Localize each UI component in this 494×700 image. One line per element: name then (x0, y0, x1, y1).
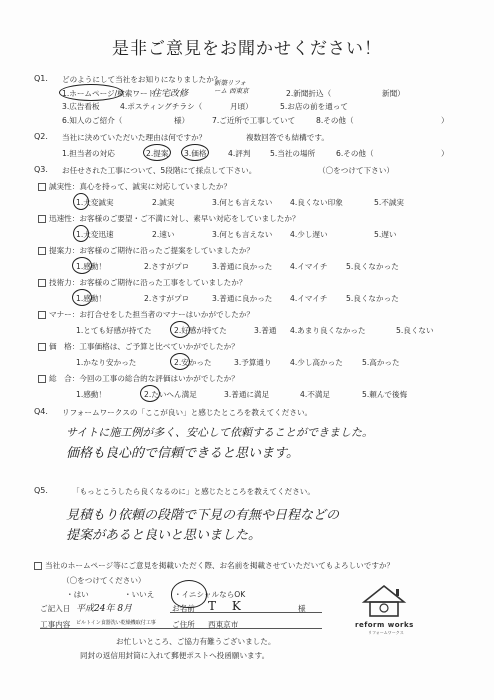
q3-speed-circle (73, 225, 89, 242)
footer-address-underline (40, 628, 322, 629)
q3-number: Q3. (34, 165, 48, 174)
q3-item-speed-label: 迅速性：お客様のご要望・ご不満に対し、素早い対応をしていましたか？ (49, 214, 300, 223)
q3-price-opt-1: 1.かなり安かった (76, 358, 137, 367)
q3-speed-opt-1: 1.大変迅速 (76, 230, 114, 239)
q3-skill-opt-5: 5.良くなかった (346, 294, 399, 303)
q1-option-8-end: ） (441, 116, 449, 125)
q1-number: Q1. (34, 74, 48, 83)
q3-item-proposal-label: 提案力：お客様のご期待に沿ったご提案をしていましたか？ (49, 246, 255, 255)
reform-works-logo (356, 582, 412, 622)
page-title: 是非ご意見をお聞かせください！ (112, 39, 382, 59)
q3-integrity-circle (73, 193, 89, 210)
q3-item-overall-label: 総 合：今回の工事の総合的な評価はいかがでしたか？ (49, 374, 239, 383)
consent-question-text: 当社のホームページ等にご意見を掲載いただく際、お名前を掲載させていただいてもよろしいですか？ (45, 561, 395, 570)
q3-item-price (38, 341, 239, 352)
q3-manners-opt-5: 5.良くない (396, 326, 434, 335)
q3-overall-opt-2: 2.たいへん満足 (144, 390, 197, 399)
q3-item-price-label: 価 格：工事価格は、ご予算と比べていかがでしたか？ (49, 342, 239, 351)
q3-item-skill-label: 技術力：お客様のご期待に沿った工事をしていましたか？ (49, 278, 247, 287)
q5-number: Q5. (34, 486, 48, 495)
q2-option-2: 2.提案 (146, 149, 169, 158)
q4-question: リフォームワークスの「ここが良い」と感じたところを教えてください。 (62, 408, 313, 417)
q3-integrity-opt-2: 2.誠実 (152, 198, 175, 207)
q3-proposal-opt-3: 3.普通に良かった (212, 262, 273, 271)
q3-item-skill (38, 277, 246, 288)
q3-proposal-opt-1: 1.感動！ (76, 262, 107, 271)
q1-option-1-handwriting: 住宅改修 (152, 89, 189, 99)
q2-option-3-circle (181, 144, 209, 161)
consent-note: （〇をつけてください） (62, 576, 146, 585)
q3-price-opt-5: 5.高かった (362, 358, 400, 367)
footer-address-value: 西東京市 (208, 620, 239, 629)
q1-option-4: 4.ポスティングチラシ（ (120, 102, 203, 111)
house-logo-icon (356, 582, 412, 622)
q3-item-speed (38, 213, 300, 224)
q5-answer-line-2: 提案があると良いと思いました。 (66, 528, 262, 543)
q1-option-1: 1.ホームページ/検索ワード (62, 89, 156, 98)
q3-item-integrity-label: 誠実性：真心を持って、誠実に対応していましたか？ (49, 182, 232, 191)
q3-integrity-opt-5: 5.不誠実 (374, 198, 405, 207)
q3-item-manners (38, 309, 254, 320)
q3-manners-opt-1: 1.とても好感が持てた (76, 326, 152, 335)
q2-option-2-circle (143, 144, 171, 161)
q3-speed-opt-3: 3.何とも言えない (212, 230, 273, 239)
q3-skill-opt-2: 2.さすがプロ (144, 294, 190, 303)
q1-option-8: 8.その他（ (316, 116, 354, 125)
q3-overall-opt-5: 5.頼んで後悔 (362, 390, 408, 399)
q3-manners-opt-2: 2.好感が持てた (174, 326, 227, 335)
q3-integrity-opt-3: 3.何とも言えない (212, 198, 273, 207)
q3-price-opt-3: 3.予算通り (234, 358, 272, 367)
q5-question: 「もっとこうしたら良くなるのに」と感じたところを教えてください。 (72, 487, 315, 496)
q3-proposal-opt-5: 5.良くなかった (346, 262, 399, 271)
q3-speed-opt-5: 5.遅い (374, 230, 397, 239)
q3-proposal-opt-2: 2.さすがプロ (144, 262, 190, 271)
q3-overall-opt-1: 1.感動！ (76, 390, 107, 399)
q1-question: どのようにして当社をお知りになりましたか？ (62, 75, 222, 84)
q2-question: 当社に決めていただいた理由は何ですか？ (62, 133, 207, 142)
q3-item-manners-label: マナー：お打合せをした担当者のマナーはいかがでしたか？ (49, 310, 255, 319)
q1-option-4-month: 月頃） (230, 102, 253, 111)
q1-option-7: 7.ご近所で工事していて (212, 116, 296, 125)
footer-name-label: お名前 (172, 604, 195, 613)
logo-subtext: リフォームワークス (368, 630, 404, 635)
q1-option-1-note: 新築リフォーム 西東京 (214, 79, 249, 95)
q2-option-6-end: ） (441, 149, 449, 158)
q5-answer-line-1: 見積もり依頼の段階で下見の有無や日程などの (66, 508, 340, 523)
q3-price-opt-2: 2.安かった (174, 358, 212, 367)
q1-option-6-end: 様） (174, 116, 190, 125)
q3-integrity-opt-1: 1.大変誠実 (76, 198, 114, 207)
q2-option-4: 4.評判 (228, 149, 251, 158)
footer-address-label: ご住所 (172, 620, 195, 629)
q3-proposal-circle (72, 257, 92, 274)
footer-date-value: 平成24年 8月 (76, 604, 133, 614)
footer-date-label: ご記入日 (40, 604, 71, 613)
q3-skill-circle (72, 289, 92, 306)
q3-item-overall (38, 373, 239, 384)
q3-manners-circle (170, 321, 190, 338)
q2-option-5: 5.当社の場所 (270, 149, 316, 158)
q3-speed-opt-4: 4.少し遅い (290, 230, 328, 239)
q3-speed-opt-2: 2.速い (152, 230, 175, 239)
q1-option-5: 5.お店の前を通って (280, 102, 348, 111)
q2-option-1: 1.担当者の対応 (62, 149, 115, 158)
q3-note: （〇をつけて下さい） (318, 166, 394, 175)
q3-skill-opt-4: 4.イマイチ (290, 294, 328, 303)
footer-work-label: 工事内容 (40, 620, 71, 629)
q3-manners-opt-4: 4.あまり良くなかった (290, 326, 366, 335)
consent-option-no: ・いいえ (124, 590, 155, 599)
footer-name-suffix: 様 (298, 604, 306, 613)
consent-option-yes: ・はい (66, 590, 89, 599)
q1-option-2-end: 新聞） (382, 89, 405, 98)
q3-proposal-opt-4: 4.イマイチ (290, 262, 328, 271)
q3-overall-opt-3: 3.普通に満足 (224, 390, 270, 399)
footer-name-value: T K (208, 599, 247, 613)
q4-number: Q4. (34, 407, 48, 416)
q3-question: お任せされた工事について、5段階にて採点して下さい。 (62, 166, 257, 175)
q3-skill-opt-1: 1.感動！ (76, 294, 107, 303)
q3-manners-opt-3: 3.普通 (254, 326, 277, 335)
q2-option-3: 3.価格 (184, 149, 207, 158)
q3-overall-circle (140, 385, 160, 402)
footer-return-instructions: 同封の返信用封筒に入れて郵便ポストへ投函願います。 (80, 651, 270, 660)
q2-option-6: 6.その他（ (336, 149, 374, 158)
footer-work-value: ビルトイン食器洗い乾燥機取付工事 (76, 620, 156, 626)
q3-item-integrity (38, 181, 231, 192)
footer-thanks: お忙しいところ、ご協力有難うございました。 (116, 637, 276, 646)
q3-item-proposal (38, 245, 254, 256)
q3-price-opt-4: 4.少し高かった (290, 358, 343, 367)
consent-option-initial: ・イニシャルならOK (174, 590, 246, 599)
q1-option-3: 3.広告看板 (62, 102, 100, 111)
q4-answer-line-1: サイトに施工例が多く、安心して依頼することができました。 (66, 426, 374, 439)
q1-option-6: 6.知人のご紹介（ (62, 116, 123, 125)
q4-answer-line-2: 価格も良心的で信頼できると思います。 (66, 446, 299, 461)
q3-overall-opt-4: 4.不満足 (300, 390, 331, 399)
q3-skill-opt-3: 3.普通に良かった (212, 294, 273, 303)
q3-price-circle (170, 353, 190, 370)
q1-option-2: 2.新聞折込（ (286, 89, 332, 98)
logo-text: reform works (355, 621, 414, 629)
consent-question (34, 560, 394, 571)
q2-note: 複数回答でも結構です。 (246, 133, 329, 142)
q1-option-1-circle (59, 84, 123, 101)
q2-number: Q2. (34, 132, 48, 141)
q3-integrity-opt-4: 4.良くない印象 (290, 198, 343, 207)
